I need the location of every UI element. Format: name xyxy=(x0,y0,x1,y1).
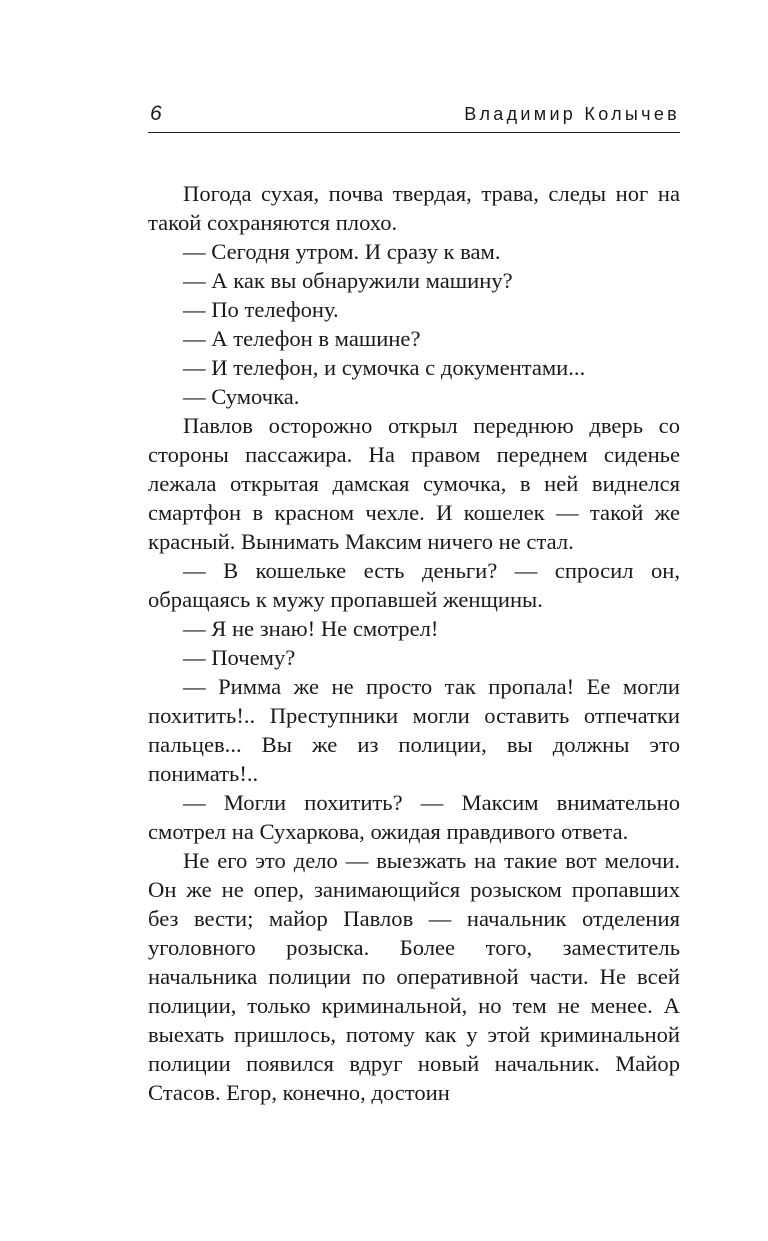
dialogue-line: — А телефон в машине? xyxy=(183,326,421,351)
paragraph: Не его это дело — выезжать на такие вот мелочи. Он же не опер, занимающийся розыском пропавших без вести; майор Павлов — начальник отделения уголовного розыска. Более того, заместитель начальника полиции по оперативной части. Не всей полиции, только криминальной, но тем не менее. А выехать пришлось, потому как у этой криминальной полиции появился вдруг новый начальник. Майор Стасов. Егор, конечно, достоин xyxy=(148,848,680,1105)
book-page xyxy=(148,96,680,1107)
running-header xyxy=(148,96,680,133)
paragraph: Погода сухая, почва твердая, трава, следы ног на такой сохраняются плохо. xyxy=(148,181,680,235)
author-name: Владимир Колычев xyxy=(464,104,680,124)
dialogue-line: — И телефон, и сумочка с документами... xyxy=(183,355,586,380)
page-number: 6 xyxy=(150,102,162,125)
dialogue-line: — По телефону. xyxy=(183,297,339,322)
body-text xyxy=(148,179,680,1107)
dialogue-line: — Я не знаю! Не смотрел! xyxy=(183,616,439,641)
dialogue-line: — А как вы обнаружили машину? xyxy=(183,268,513,293)
dialogue-line: — Сегодня утром. И сразу к вам. xyxy=(183,239,501,264)
paragraph: Павлов осторожно открыл переднюю дверь со стороны пассажира. На правом переднем сиденье лежала открытая дамская сумочка, в ней виднелся смартфон в красном чехле. И кошелек — такой же красный. Вынимать Максим ничего не стал. xyxy=(148,413,680,554)
dialogue-line: — Почему? xyxy=(183,645,296,670)
dialogue-line: — В кошельке есть деньги? — спросил он, обращаясь к мужу пропавшей женщины. xyxy=(148,558,680,612)
dialogue-line: — Римма же не просто так пропала! Ее могли похитить!.. Преступники могли оставить отпечатки пальцев... Вы же из полиции, вы должны это понимать!.. xyxy=(148,674,680,786)
dialogue-line: — Сумочка. xyxy=(183,384,300,409)
dialogue-line: — Могли похитить? — Максим внимательно смотрел на Сухаркова, ожидая правдивого ответа. xyxy=(148,790,680,844)
